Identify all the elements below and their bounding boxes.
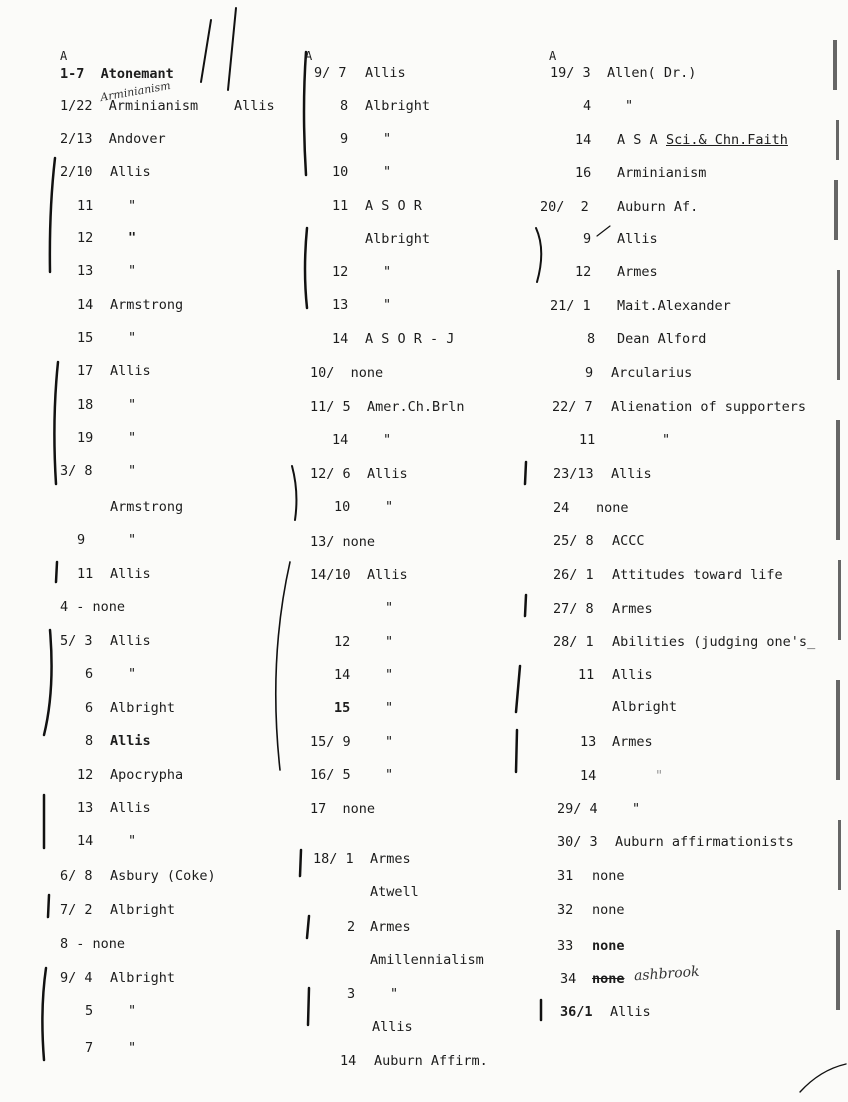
bracket-mark xyxy=(307,916,309,938)
entry-date: 27/ 8 xyxy=(553,601,594,617)
entry-date: 4 - none xyxy=(60,599,126,615)
entry-date: 18/ 1 xyxy=(313,851,354,867)
entry-date: 8 xyxy=(587,331,596,347)
entry-date: 32 xyxy=(557,902,574,918)
entry-topic: Allis xyxy=(110,800,151,816)
bracket-mark xyxy=(525,462,526,484)
entry-topic: Asbury (Coke) xyxy=(110,868,216,884)
entry-date: 28/ 1 xyxy=(553,634,594,650)
ditto-mark: " xyxy=(385,499,394,515)
entry-date: 13 xyxy=(77,263,94,279)
handwritten-annotation: ashbrook xyxy=(633,963,701,985)
ditto-mark: " xyxy=(383,297,392,313)
entry-date: 23/13 xyxy=(553,466,594,482)
entry-topic: Amillennialism xyxy=(370,952,484,968)
entry-topic: Armstrong xyxy=(110,297,184,313)
scan-noise-band xyxy=(834,180,838,240)
bracket-mark xyxy=(292,466,296,520)
entry-topic: Albright xyxy=(110,970,176,986)
entry-date: 3 xyxy=(347,986,356,1002)
entry-topic: Allis xyxy=(110,363,151,379)
entry-date: 17 xyxy=(77,363,94,379)
handwritten-annotation: Arminianism xyxy=(99,78,172,105)
entry-topic: Allis xyxy=(110,164,151,180)
entry-topic: Attitudes toward life xyxy=(612,567,783,583)
entry-date: 2/13 Andover xyxy=(60,131,166,147)
scan-noise-band xyxy=(838,560,841,640)
entry-date: 5 xyxy=(85,1003,94,1019)
entry-topic: Allis xyxy=(110,633,151,649)
entry-date: 36/1 xyxy=(560,1004,593,1020)
ditto-mark: " xyxy=(385,667,394,683)
ditto-mark: " xyxy=(128,330,137,346)
entry-date: 11 xyxy=(332,198,349,214)
entry-date: 9 xyxy=(585,365,594,381)
entry-date: 12 xyxy=(575,264,592,280)
entry-date: 21/ 1 xyxy=(550,298,591,314)
entry-date: 3/ 8 xyxy=(60,463,93,479)
entry-date: 33 xyxy=(557,938,574,954)
entry-topic: Allis xyxy=(617,231,658,247)
entry-topic: A S A xyxy=(617,132,658,148)
ditto-mark: " xyxy=(128,833,137,849)
entry-date: 12 xyxy=(77,767,94,783)
entry-date: 11 xyxy=(578,667,595,683)
scan-noise-band xyxy=(836,420,840,540)
bracket-mark xyxy=(516,666,520,712)
bracket-mark xyxy=(44,630,52,735)
entry-topic: Albright xyxy=(365,98,431,114)
entry-date: 7/ 2 xyxy=(60,902,93,918)
entry-date: 4 xyxy=(583,98,592,114)
entry-topic: Albright xyxy=(110,700,176,716)
entry-date: 6 xyxy=(85,700,94,716)
entry-date: 9 xyxy=(77,532,86,548)
entry-date: 14 xyxy=(332,331,349,347)
ditto-mark: " xyxy=(383,432,392,448)
entry-topic: Allis xyxy=(367,567,408,583)
tick-mark xyxy=(597,226,610,236)
entry-date: 8 xyxy=(340,98,349,114)
entry-date: 17 none xyxy=(310,801,376,817)
entry-date: 20/ 2 xyxy=(540,199,589,215)
entry-date: 13 xyxy=(332,297,349,313)
entry-date: 10/ none xyxy=(310,365,384,381)
entry-topic: Allis xyxy=(372,1019,413,1035)
scan-noise-band xyxy=(837,270,840,380)
entry-topic: Armes xyxy=(370,851,411,867)
entry-date: 14 xyxy=(77,297,94,313)
entry-date: 14 xyxy=(332,432,349,448)
entry-topic: Albright xyxy=(612,699,678,715)
column-2-header: A xyxy=(305,49,313,63)
entry-topic: Abilities (judging one's_ xyxy=(612,634,816,650)
entry-date: 11 xyxy=(77,566,94,582)
bracket-mark xyxy=(536,228,541,282)
ditto-mark: " xyxy=(385,734,394,750)
top-slash-mark xyxy=(228,8,236,90)
entry-date: 19 xyxy=(77,430,94,446)
entry-date: 9 xyxy=(340,131,349,147)
entry-topic: none xyxy=(596,500,629,516)
entry-date: 9/ 4 xyxy=(60,970,93,986)
entry-topic: Armes xyxy=(370,919,411,935)
entry-date: 8 xyxy=(85,733,94,749)
top-slash-mark xyxy=(201,20,211,82)
entry-date: 12 xyxy=(334,634,351,650)
bracket-mark xyxy=(308,988,309,1025)
bracket-mark xyxy=(56,562,57,582)
scan-noise-band xyxy=(836,680,840,780)
ditto-mark: " xyxy=(128,198,137,214)
entry-topic: none xyxy=(592,902,625,918)
entry-date: 15/ 9 xyxy=(310,734,351,750)
entry-date: 26/ 1 xyxy=(553,567,594,583)
entry-date: 16 xyxy=(575,165,592,181)
entry-date: 16/ 5 xyxy=(310,767,351,783)
entry-date: 9/ 7 xyxy=(314,65,347,81)
entry-date: 14/10 xyxy=(310,567,351,583)
ditto-mark: " xyxy=(128,666,137,682)
entry-date: 6 xyxy=(85,666,94,682)
bracket-mark xyxy=(305,228,307,308)
entry-date: 14 xyxy=(77,833,94,849)
column-1-header: A xyxy=(60,49,68,63)
entry-date: 10 xyxy=(332,164,349,180)
entry-date: 11 xyxy=(579,432,596,448)
entry-topic: Allis xyxy=(610,1004,651,1020)
entry-date: 14 xyxy=(580,768,597,784)
entry-topic: Allen( Dr.) xyxy=(607,65,697,81)
entry-topic: Mait.Alexander xyxy=(617,298,731,314)
entry-date: 11 xyxy=(77,198,94,214)
entry-topic: Allis xyxy=(365,65,406,81)
ditto-mark: " xyxy=(662,432,671,448)
ditto-mark: " xyxy=(385,634,394,650)
bracket-mark xyxy=(525,595,526,616)
entry-topic: Arcularius xyxy=(611,365,693,381)
scan-edge-noise xyxy=(833,40,841,1010)
entry-date: 2 xyxy=(347,919,356,935)
entry-date: 14 xyxy=(334,667,351,683)
ditto-mark: " xyxy=(383,131,392,147)
entry-date: 2/10 xyxy=(60,164,93,180)
ditto-mark: " xyxy=(385,767,394,783)
entry-date: 19/ 3 xyxy=(550,65,591,81)
entry-topic: ACCC xyxy=(612,533,645,549)
entry-topic: Allis xyxy=(234,98,275,114)
entry-topic-underlined: Sci.& Chn.Faith xyxy=(666,132,788,148)
entry-date: 14 xyxy=(575,132,592,148)
entry-date: 25/ 8 xyxy=(553,533,594,549)
bracket-mark xyxy=(42,968,46,1060)
entry-topic: Atwell xyxy=(370,884,419,900)
ditto-mark: " xyxy=(625,98,634,114)
entry-topic: none xyxy=(592,938,625,954)
entry-topic: Albright xyxy=(365,231,431,247)
ditto-mark: " xyxy=(128,463,137,479)
entry-date: 12 xyxy=(332,264,349,280)
entry-topic: Albright xyxy=(110,902,176,918)
entry-topic: Allis xyxy=(110,733,151,749)
entry-date: 15 xyxy=(334,700,351,716)
entry-topic: Armes xyxy=(617,264,658,280)
entry-date: 15 xyxy=(77,330,94,346)
entry-date: 9 xyxy=(583,231,592,247)
entry-date: 1-7 Atonemant xyxy=(60,66,174,82)
entry-topic: Armes xyxy=(612,601,653,617)
entry-date: 31 xyxy=(557,868,574,884)
entry-topic: Dean Alford xyxy=(617,331,707,347)
entry-topic: Arminianism xyxy=(617,165,707,181)
scan-noise-band xyxy=(838,820,841,890)
entry-date: 6/ 8 xyxy=(60,868,93,884)
ditto-mark: " xyxy=(632,801,641,817)
ditto-mark: " xyxy=(128,397,137,413)
entry-topic: Alienation of supporters xyxy=(611,399,807,415)
entry-date: 30/ 3 xyxy=(557,834,598,850)
entry-date: 10 xyxy=(334,499,351,515)
bracket-mark xyxy=(50,158,55,272)
ditto-mark: " xyxy=(383,264,392,280)
entry-date: 34 xyxy=(560,971,577,987)
bracket-mark xyxy=(516,730,517,772)
ditto-mark: " xyxy=(385,600,394,616)
bracket-mark xyxy=(304,52,306,175)
ditto-mark: " xyxy=(128,532,137,548)
struck-entry-topic: none xyxy=(592,971,625,987)
entry-date: 11/ 5 xyxy=(310,399,351,415)
entry-date: 1/22 Arminianism xyxy=(60,98,199,114)
ditto-mark: " xyxy=(128,263,137,279)
ditto-mark: " xyxy=(128,430,137,446)
scan-noise-band xyxy=(833,40,837,90)
entry-date: 18 xyxy=(77,397,94,413)
entry-topic: Auburn Affirm. xyxy=(374,1053,488,1069)
entry-date: 5/ 3 xyxy=(60,633,93,649)
column-3-header: A xyxy=(549,49,557,63)
page-curl-mark xyxy=(800,1064,846,1092)
entry-topic: Allis xyxy=(612,667,653,683)
entry-date: 8 - none xyxy=(60,936,126,952)
entry-date: 14 xyxy=(340,1053,357,1069)
entry-date: 13 xyxy=(580,734,597,750)
ditto-mark: " xyxy=(385,700,394,716)
bracket-mark xyxy=(48,895,49,917)
scan-noise-band xyxy=(836,930,840,1010)
entry-topic: Allis xyxy=(611,466,652,482)
entry-topic: Auburn affirmationists xyxy=(615,834,794,850)
entry-topic: Apocrypha xyxy=(110,767,184,783)
ditto-mark: " xyxy=(128,1003,137,1019)
ditto-mark: " xyxy=(128,1040,137,1056)
entry-date: 12/ 6 xyxy=(310,466,351,482)
entry-date: 22/ 7 xyxy=(552,399,593,415)
ditto-mark: " xyxy=(383,164,392,180)
scan-noise-band xyxy=(836,120,839,160)
entry-date: 24 xyxy=(553,500,570,516)
entry-topic: Armstrong xyxy=(110,499,184,515)
entry-topic: Amer.Ch.Brln xyxy=(367,399,465,415)
entry-topic: Auburn Af. xyxy=(617,199,699,215)
entry-date: 12 xyxy=(77,230,94,246)
entry-date: 29/ 4 xyxy=(557,801,598,817)
ditto-mark: " xyxy=(655,768,664,784)
bracket-mark xyxy=(54,362,58,484)
entry-date: 13 xyxy=(77,800,94,816)
entry-topic: none xyxy=(592,868,625,884)
entry-topic: A S O R xyxy=(365,198,422,214)
entry-date: 7 xyxy=(85,1040,94,1056)
entry-topic: A S O R - J xyxy=(365,331,455,347)
entry-topic: Armes xyxy=(612,734,653,750)
entry-topic: Allis xyxy=(367,466,408,482)
ditto-mark: " xyxy=(128,230,137,246)
entry-topic: Allis xyxy=(110,566,151,582)
ditto-mark: " xyxy=(390,986,399,1002)
entry-date: 13/ none xyxy=(310,534,376,550)
bracket-mark xyxy=(300,850,301,876)
bracket-mark xyxy=(276,562,290,770)
